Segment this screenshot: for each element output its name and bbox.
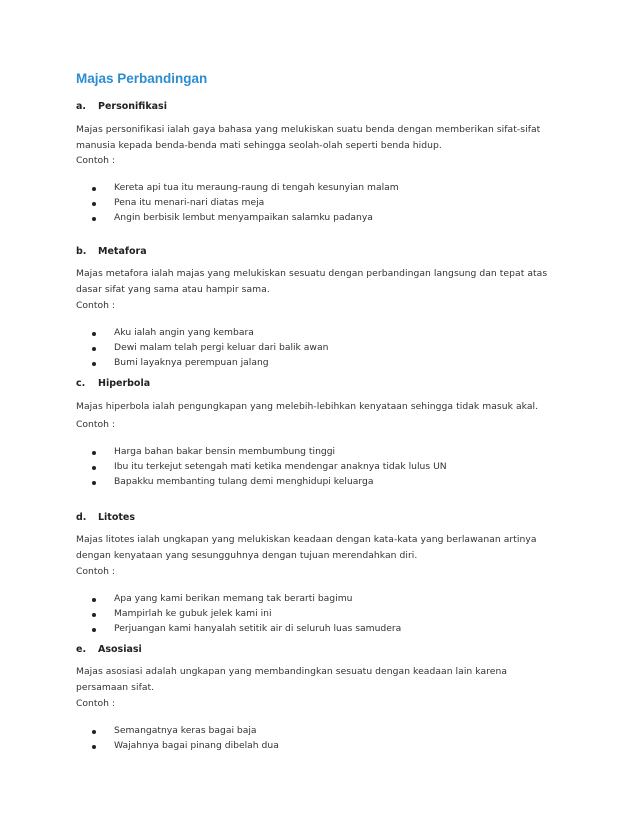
bullet-icon <box>92 187 96 191</box>
description-line: Majas litotes ialah ungkapan yang melukiskan keadaan dengan kata-kata yang berlawanan artinya <box>76 534 537 545</box>
description-line: Majas personifikasi ialah gaya bahasa yang melukiskan suatu benda dengan memberikan sifat-sifat <box>76 124 541 135</box>
example-text: Perjuangan kami hanyalah setitik air di seluruh luas samudera <box>114 623 402 634</box>
page-title: Majas Perbandingan <box>76 71 208 86</box>
section-letter: b. <box>76 246 87 257</box>
section-heading-hiperbola <box>76 378 150 389</box>
bullet-icon <box>92 745 96 749</box>
list-item <box>92 327 328 342</box>
example-text: Pena itu menari-nari diatas meja <box>114 197 265 208</box>
example-text: Bapakku membanting tulang demi menghidupi keluarga <box>114 476 374 487</box>
description-line: dasar sifat yang sama atau hampir sama. <box>76 284 270 295</box>
example-text: Mampirlah ke gubuk jelek kami ini <box>114 608 272 619</box>
example-list <box>92 725 279 755</box>
bullet-icon <box>92 613 96 617</box>
section-letter: a. <box>76 101 87 112</box>
list-item <box>92 197 399 212</box>
section-heading-asosiasi <box>76 644 142 655</box>
bullet-icon <box>92 451 96 455</box>
description-line: Majas asosiasi adalah ungkapan yang membandingkan sesuatu dengan keadaan lain karena <box>76 666 508 677</box>
bullet-icon <box>92 332 96 336</box>
example-list <box>92 593 401 638</box>
section-letter: c. <box>76 378 86 389</box>
description-line: Majas hiperbola ialah pengungkapan yang melebih-lebihkan kenyataan sehingga tidak masuk akal. <box>76 401 539 412</box>
section-heading-litotes <box>76 512 135 523</box>
section-letter: d. <box>76 512 87 523</box>
list-item <box>92 623 401 638</box>
contoh-label: Contoh : <box>76 566 115 577</box>
list-item <box>92 357 328 372</box>
description-line: Majas metafora ialah majas yang melukiskan sesuatu dengan perbandingan langsung dan tepat atas <box>76 268 548 279</box>
list-item <box>92 608 401 623</box>
contoh-label: Contoh : <box>76 300 115 311</box>
example-text: Angin berbisik lembut menyampaikan salamku padanya <box>114 212 373 223</box>
example-text: Ibu itu terkejut setengah mati ketika mendengar anaknya tidak lulus UN <box>114 461 447 472</box>
example-text: Harga bahan bakar bensin membumbung tinggi <box>114 446 336 457</box>
bullet-icon <box>92 362 96 366</box>
contoh-label: Contoh : <box>76 698 115 709</box>
section-title: Asosiasi <box>98 644 142 655</box>
section-description <box>76 399 556 415</box>
list-item <box>92 476 447 491</box>
example-text: Apa yang kami berikan memang tak berarti bagimu <box>114 593 353 604</box>
section-description <box>76 664 556 696</box>
bullet-icon <box>92 217 96 221</box>
example-text: Kereta api tua itu meraung-raung di tengah kesunyian malam <box>114 182 399 193</box>
contoh-label: Contoh : <box>76 155 115 166</box>
example-text: Dewi malam telah pergi keluar dari balik awan <box>114 342 329 353</box>
bullet-icon <box>92 730 96 734</box>
section-title: Hiperbola <box>98 378 151 389</box>
section-description <box>76 266 556 298</box>
section-letter: e. <box>76 644 87 655</box>
list-item <box>92 212 399 227</box>
example-list <box>92 327 328 372</box>
list-item <box>92 461 447 476</box>
example-list <box>92 182 399 227</box>
example-text: Bumi layaknya perempuan jalang <box>114 357 269 368</box>
description-line: dengan kenyataan yang sesungguhnya dengan tujuan merendahkan diri. <box>76 550 418 561</box>
example-text: Semangatnya keras bagai baja <box>114 725 257 736</box>
list-item <box>92 342 328 357</box>
list-item <box>92 593 401 608</box>
section-title: Personifikasi <box>98 101 167 112</box>
example-text: Wajahnya bagai pinang dibelah dua <box>114 740 279 751</box>
bullet-icon <box>92 347 96 351</box>
list-item <box>92 446 447 461</box>
list-item <box>92 725 279 740</box>
bullet-icon <box>92 598 96 602</box>
list-item <box>92 740 279 755</box>
bullet-icon <box>92 202 96 206</box>
section-title: Metafora <box>98 246 147 257</box>
example-list <box>92 446 447 491</box>
description-line: manusia kepada benda-benda mati sehingga seolah-olah seperti benda hidup. <box>76 140 442 151</box>
section-title: Litotes <box>98 512 136 523</box>
section-description <box>76 532 556 564</box>
section-description <box>76 122 556 154</box>
contoh-label: Contoh : <box>76 419 115 430</box>
section-heading-personifikasi <box>76 101 167 112</box>
bullet-icon <box>92 466 96 470</box>
list-item <box>92 182 399 197</box>
example-text: Aku ialah angin yang kembara <box>114 327 254 338</box>
bullet-icon <box>92 628 96 632</box>
section-heading-metafora <box>76 246 147 257</box>
bullet-icon <box>92 481 96 485</box>
description-line: persamaan sifat. <box>76 682 155 693</box>
